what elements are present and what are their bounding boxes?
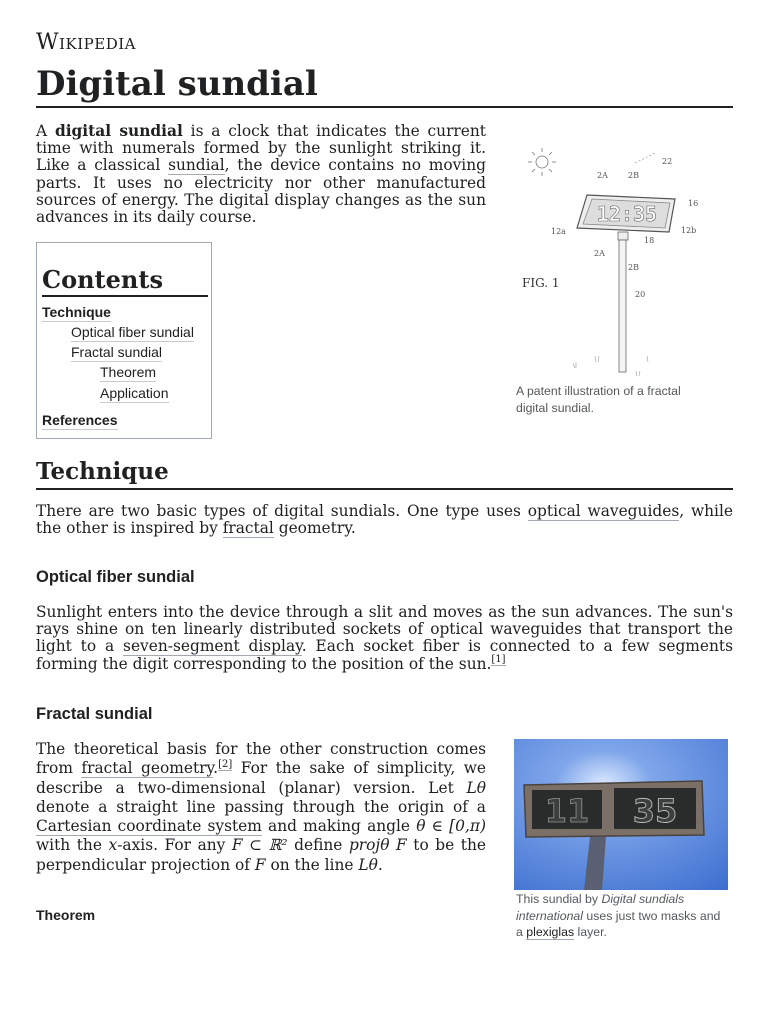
fig-label: 2B [628,171,639,180]
fig-label: 2A [594,249,605,258]
toc-item-theorem[interactable]: Theorem [100,364,157,380]
grass-strokes [573,356,648,376]
table-of-contents [36,242,212,439]
sundial-photo[interactable] [514,739,728,890]
math-L-theta-end: Lθ [358,855,378,874]
section-divider [36,488,733,490]
link-fractal[interactable]: fractal [222,519,274,538]
patent-illustration[interactable] [515,138,715,378]
page-title: Digital sundial [36,64,318,104]
subsection-heading-theorem: Theorem [36,907,96,923]
display-hour: 11 [544,792,590,830]
math-x: x [108,836,118,855]
math-subset: F ⊂ ℝ² [231,836,288,855]
link-seven-segment-display[interactable]: seven-segment display [123,637,302,656]
link-sundial[interactable]: sundial [168,156,225,175]
fig-label: 16 [688,199,699,208]
toc-item-optical-fiber[interactable]: Optical fiber sundial [71,324,194,340]
toc-item-application[interactable]: Application [100,385,169,401]
link-cartesian-coordinate-system[interactable]: Cartesian coordinate system [36,817,262,836]
fig-label: 18 [644,236,655,245]
link-plexiglas[interactable]: plexiglas [526,925,575,939]
display-digits: 12:35 [596,202,658,226]
figure-caption: A patent illustration of a fractal digital sundial. [516,384,681,415]
fractal-paragraph: The theoretical basis for the other construction comes from fractal geometry.[2] For the sake of simplicity, we describe a two-dimensional (planar) version. Let Lθ denote a straight line passing through the origin of a Cartesian coordinate system and making angle θ ∈ [0,π) with the x-axis. For any F ⊂ ℝ² define projθ F to be the perpendicular projection of F on the line Lθ. [36,740,487,874]
title-divider [36,106,733,108]
fig-label: 12a [551,227,566,236]
toc-item-fractal[interactable]: Fractal sundial [71,344,163,360]
technique-paragraph: There are two basic types of digital sundials. One type uses optical waveguides, while the other is inspired by fractal geometry. [36,502,733,538]
intro-paragraph: A digital sundial is a clock that indicates the current time with numerals formed by the sunlight striking it. Like a classical sundial, the device contains no moving parts. It uses no electricity nor other manufactured sources of energy. The digital display changes as the sun advances in its daily course. [36,122,486,227]
toc-title: Contents [42,265,163,294]
subsection-heading-optical: Optical fiber sundial [36,568,195,586]
toc-divider [42,295,208,297]
fig-label: 2A [597,171,608,180]
sun-icon [528,148,556,176]
toc-item-references[interactable]: References [42,412,118,428]
photo-caption: This sundial by Digital sundials international uses just two masks and a plexiglas layer. [516,892,721,939]
subsection-heading-fractal: Fractal sundial [36,705,153,723]
fig-label: 22 [662,157,673,166]
section-heading-technique: Technique [36,458,169,485]
reference-2[interactable]: [2] [218,759,233,771]
fig-label: 20 [635,290,646,299]
link-optical-waveguides[interactable]: optical waveguides [527,502,680,520]
math-projection: projθ F [348,836,407,855]
term-bold: digital sundial [54,122,183,140]
math-F: F [254,855,266,874]
fig-label: 12b [681,226,697,235]
link-fractal-geometry[interactable]: fractal geometry [81,759,214,778]
math-angle: θ ∈ [0,π) [416,817,486,836]
fig-title: FIG. 1 [522,276,560,290]
optical-paragraph: Sunlight enters into the device through a slit and moves as the sun advances. The sun's rays shine on ten linearly distributed sockets of optical waveguides that transport the light to a seven-segment display. Each socket fiber is connected to a few segments forming the digit corresponding to the position of the sun.[1] [36,603,734,673]
toc-item-technique[interactable]: Technique [42,304,111,320]
stand-pole [619,240,626,372]
wikipedia-wordmark[interactable]: Wikipedia [36,30,136,55]
fig-label: 2B [628,263,639,272]
reference-1[interactable]: [1] [491,654,506,666]
math-L-theta: Lθ [466,778,486,797]
display-minute: 35 [632,792,678,830]
stand-joint [618,232,628,240]
